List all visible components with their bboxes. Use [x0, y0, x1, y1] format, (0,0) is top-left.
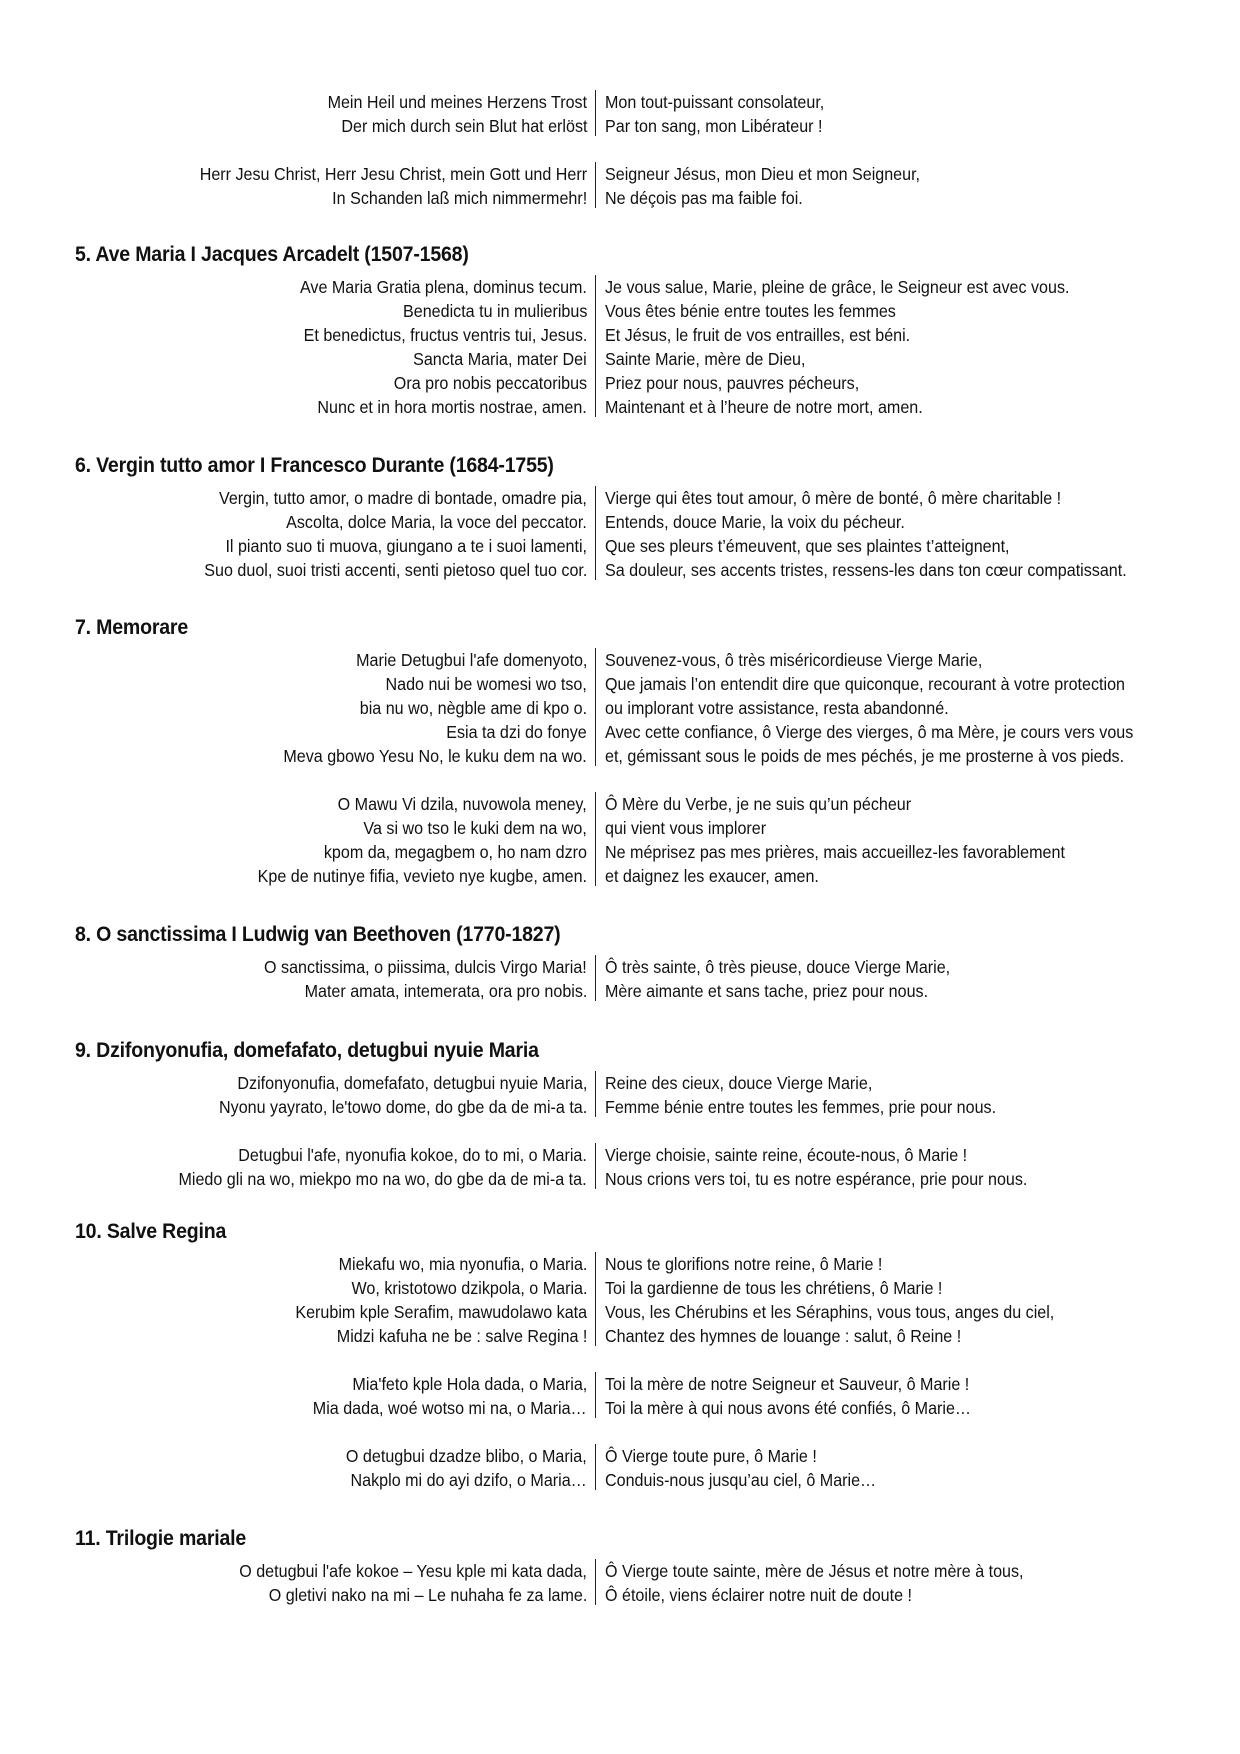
stanza — [0, 162, 1240, 210]
verse-line — [0, 1276, 1240, 1300]
translation-text: Que jamais l’on entendit dire que quiconque, recourant à votre protection — [605, 674, 1126, 694]
translation-text: Souvenez-vous, ô très miséricordieuse Vierge Marie, — [605, 650, 983, 670]
verse-line — [0, 744, 1240, 768]
translation-text: Je vous salue, Marie, pleine de grâce, le Seigneur est avec vous. — [605, 277, 1070, 297]
translation-text: Ne méprisez pas mes prières, mais accueillez-les favorablement — [605, 842, 1065, 862]
stanza — [0, 1444, 1240, 1492]
original-text: Kerubim kple Serafim, mawudolawo kata — [295, 1302, 587, 1322]
verse-line — [0, 486, 1240, 510]
translation-text: Sainte Marie, mère de Dieu, — [605, 349, 806, 369]
translation-text: Vous êtes bénie entre toutes les femmes — [605, 301, 896, 321]
verse-line — [0, 792, 1240, 816]
stanza — [0, 1559, 1240, 1607]
section-title: 11. Trilogie mariale — [75, 1527, 247, 1550]
original-text: Miedo gli na wo, miekpo mo na wo, do gbe da de mi-a ta. — [178, 1169, 587, 1189]
original-text: Et benedictus, fructus ventris tui, Jesus. — [303, 325, 587, 345]
translation-text: Et Jésus, le fruit de vos entrailles, est béni. — [605, 325, 911, 345]
original-text: Wo, kristotowo dzikpola, o Maria. — [351, 1278, 587, 1298]
original-text: O detugbui dzadze blibo, o Maria, — [346, 1446, 587, 1466]
verse-line — [0, 672, 1240, 696]
section-title: 8. O sanctissima I Ludwig van Beethoven (1770-1827) — [75, 923, 561, 946]
original-text: Vergin, tutto amor, o madre di bontade, omadre pia, — [219, 488, 587, 508]
original-text: O Mawu Vi dzila, nuvowola meney, — [337, 794, 587, 814]
verse-line — [0, 1396, 1240, 1420]
verse-line — [0, 534, 1240, 558]
verse-line — [0, 1372, 1240, 1396]
translation-text: Ô Mère du Verbe, je ne suis qu’un pécheur — [605, 794, 912, 814]
verse-line — [0, 347, 1240, 371]
stanza — [0, 1143, 1240, 1191]
translation-text: ou implorant votre assistance, resta abandonné. — [605, 698, 949, 718]
verse-line — [0, 510, 1240, 534]
translation-text: Vous, les Chérubins et les Séraphins, vous tous, anges du ciel, — [605, 1302, 1055, 1322]
translation-text: Femme bénie entre toutes les femmes, prie pour nous. — [605, 1097, 997, 1117]
stanza — [0, 1252, 1240, 1348]
stanza — [0, 90, 1240, 138]
translation-text: Conduis-nous jusqu’au ciel, ô Marie… — [605, 1470, 877, 1490]
original-text: Il pianto suo ti muova, giungano a te i suoi lamenti, — [225, 536, 587, 556]
translation-text: Entends, douce Marie, la voix du pécheur. — [605, 512, 905, 532]
translation-text: Chantez des hymnes de louange : salut, ô Reine ! — [605, 1326, 962, 1346]
translation-text: Que ses pleurs t’émeuvent, que ses plaintes t’atteignent, — [605, 536, 1010, 556]
translation-text: Priez pour nous, pauvres pécheurs, — [605, 373, 860, 393]
section-title: 9. Dzifonyonufia, domefafato, detugbui nyuie Maria — [75, 1039, 539, 1062]
section-title: 6. Vergin tutto amor I Francesco Durante (1684-1755) — [75, 454, 554, 477]
verse-line — [0, 648, 1240, 672]
original-text: kpom da, megagbem o, ho nam dzro — [323, 842, 587, 862]
stanza — [0, 792, 1240, 888]
original-text: Nyonu yayrato, le'towo dome, do gbe da de mi-a ta. — [218, 1097, 587, 1117]
verse-line — [0, 1071, 1240, 1095]
original-text: Herr Jesu Christ, Herr Jesu Christ, mein Gott und Herr — [199, 164, 587, 184]
translation-text: Ô étoile, viens éclairer notre nuit de doute ! — [605, 1585, 912, 1605]
original-text: Benedicta tu in mulieribus — [402, 301, 587, 321]
original-text: Marie Detugbui l'afe domenyoto, — [355, 650, 587, 670]
original-text: Ascolta, dolce Maria, la voce del peccator. — [286, 512, 587, 532]
original-text: Nado nui be womesi wo tso, — [385, 674, 587, 694]
original-text: Esia ta dzi do fonye — [446, 722, 587, 742]
original-text: Ora pro nobis peccatoribus — [393, 373, 587, 393]
original-text: O detugbui l'afe kokoe – Yesu kple mi kata dada, — [239, 1561, 587, 1581]
verse-line — [0, 864, 1240, 888]
verse-line — [0, 323, 1240, 347]
verse-line — [0, 1444, 1240, 1468]
stanza — [0, 486, 1240, 582]
translation-text: Mère aimante et sans tache, priez pour nous. — [605, 981, 929, 1001]
original-text: Va si wo tso le kuki dem na wo, — [363, 818, 587, 838]
original-text: Mater amata, intemerata, ora pro nobis. — [304, 981, 587, 1001]
original-text: Nunc et in hora mortis nostrae, amen. — [317, 397, 587, 417]
translation-text: et, gémissant sous le poids de mes péchés, je me prosterne à vos pieds. — [605, 746, 1125, 766]
original-text: Nakplo mi do ayi dzifo, o Maria… — [350, 1470, 587, 1490]
verse-line — [0, 696, 1240, 720]
verse-line — [0, 816, 1240, 840]
verse-line — [0, 275, 1240, 299]
original-text: Mia dada, woé wotso mi na, o Maria… — [313, 1398, 587, 1418]
verse-line — [0, 1143, 1240, 1167]
original-text: bia nu wo, nègble ame di kpo o. — [359, 698, 587, 718]
original-text: O sanctissima, o piissima, dulcis Virgo Maria! — [264, 957, 587, 977]
original-text: Detugbui l'afe, nyonufia kokoe, do to mi, o Maria. — [238, 1145, 587, 1165]
translation-text: Reine des cieux, douce Vierge Marie, — [605, 1073, 873, 1093]
original-text: Sancta Maria, mater Dei — [413, 349, 587, 369]
translation-text: Nous crions vers toi, tu es notre espérance, prie pour nous. — [605, 1169, 1028, 1189]
translation-text: Nous te glorifions notre reine, ô Marie ! — [605, 1254, 883, 1274]
original-text: Mein Heil und meines Herzens Trost — [327, 92, 587, 112]
original-text: Midzi kafuha ne be : salve Regina ! — [336, 1326, 587, 1346]
translation-text: Toi la mère à qui nous avons été confiés, ô Marie… — [605, 1398, 972, 1418]
original-text: Meva gbowo Yesu No, le kuku dem na wo. — [283, 746, 587, 766]
original-text: In Schanden laß mich nimmermehr! — [331, 188, 587, 208]
original-text: Suo duol, suoi tristi accenti, senti pietoso quel tuo cor. — [203, 560, 587, 580]
stanza — [0, 1071, 1240, 1119]
verse-line — [0, 395, 1240, 419]
translation-text: qui vient vous implorer — [605, 818, 767, 838]
original-text: Kpe de nutinye fifia, vevieto nye kugbe, amen. — [257, 866, 587, 886]
original-text: Ave Maria Gratia plena, dominus tecum. — [300, 277, 587, 297]
verse-line — [0, 1468, 1240, 1492]
verse-line — [0, 1300, 1240, 1324]
verse-line — [0, 1095, 1240, 1119]
translation-text: Ne déçois pas ma faible foi. — [605, 188, 803, 208]
verse-line — [0, 90, 1240, 114]
translation-text: Maintenant et à l’heure de notre mort, amen. — [605, 397, 923, 417]
original-text: Miekafu wo, mia nyonufia, o Maria. — [338, 1254, 587, 1274]
verse-line — [0, 1583, 1240, 1607]
stanza — [0, 275, 1240, 419]
verse-line — [0, 299, 1240, 323]
translation-text: et daignez les exaucer, amen. — [605, 866, 819, 886]
stanza — [0, 1372, 1240, 1420]
original-text: Mia'feto kple Hola dada, o Maria, — [352, 1374, 587, 1394]
original-text: Dzifonyonufia, domefafato, detugbui nyuie Maria, — [237, 1073, 587, 1093]
translation-text: Sa douleur, ses accents tristes, ressens-les dans ton cœur compatissant. — [605, 560, 1127, 580]
translation-text: Seigneur Jésus, mon Dieu et mon Seigneur, — [605, 164, 921, 184]
verse-line — [0, 979, 1240, 1003]
verse-line — [0, 114, 1240, 138]
translation-text: Avec cette confiance, ô Vierge des vierges, ô ma Mère, je cours vers vous — [605, 722, 1134, 742]
verse-line — [0, 186, 1240, 210]
verse-line — [0, 955, 1240, 979]
verse-line — [0, 558, 1240, 582]
verse-line — [0, 1559, 1240, 1583]
section-title: 5. Ave Maria I Jacques Arcadelt (1507-1568) — [75, 243, 469, 266]
verse-line — [0, 840, 1240, 864]
original-text: O gletivi nako na mi – Le nuhaha fe za lame. — [268, 1585, 587, 1605]
translation-text: Toi la mère de notre Seigneur et Sauveur, ô Marie ! — [605, 1374, 970, 1394]
translation-text: Ô Vierge toute sainte, mère de Jésus et notre mère à tous, — [605, 1561, 1024, 1581]
verse-line — [0, 1324, 1240, 1348]
verse-line — [0, 1167, 1240, 1191]
translation-text: Toi la gardienne de tous les chrétiens, ô Marie ! — [605, 1278, 943, 1298]
translation-text: Vierge qui êtes tout amour, ô mère de bonté, ô mère charitable ! — [605, 488, 1062, 508]
translation-text: Mon tout-puissant consolateur, — [605, 92, 825, 112]
stanza — [0, 648, 1240, 768]
verse-line — [0, 1252, 1240, 1276]
translation-text: Ô Vierge toute pure, ô Marie ! — [605, 1446, 817, 1466]
translation-text: Par ton sang, mon Libérateur ! — [605, 116, 823, 136]
translation-text: Ô très sainte, ô très pieuse, douce Vierge Marie, — [605, 957, 951, 977]
original-text: Der mich durch sein Blut hat erlöst — [340, 116, 587, 136]
section-title: 7. Memorare — [75, 616, 189, 639]
verse-line — [0, 371, 1240, 395]
verse-line — [0, 720, 1240, 744]
translation-text: Vierge choisie, sainte reine, écoute-nous, ô Marie ! — [605, 1145, 968, 1165]
section-title: 10. Salve Regina — [75, 1220, 227, 1243]
stanza — [0, 955, 1240, 1003]
verse-line — [0, 162, 1240, 186]
